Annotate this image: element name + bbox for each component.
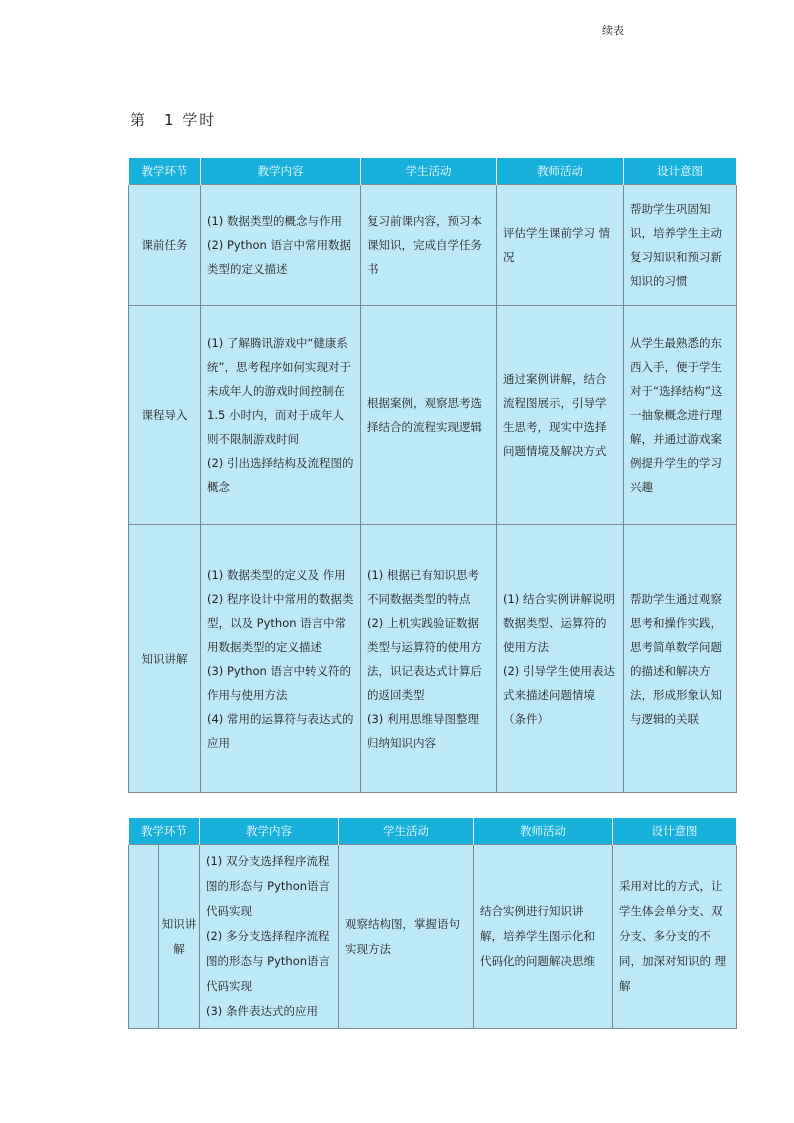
table-row — [129, 185, 737, 306]
teacher-activity-item: 通过案例讲解，结合流程图展示，引导学生思考，现实中选择问题情境及解决方式 — [503, 372, 607, 458]
header-design-intent: 设计意图 — [613, 818, 737, 845]
content-item: (2) 程序设计中常用的数据类型，以及 Python 语言中常用数据类型的定义描述 — [207, 591, 354, 654]
table-row — [129, 306, 737, 525]
content-item: (1) 数据类型的定义及 作用 — [207, 567, 346, 582]
design-intent-cell — [624, 306, 737, 525]
stage-cell: 知识讲解 — [129, 525, 201, 793]
student-activity-cell — [361, 185, 497, 306]
table-row — [129, 845, 737, 1029]
teacher-activity-item: 评估学生课前学习 情况 — [503, 226, 611, 264]
table-row — [129, 525, 737, 793]
stage-cell: 课程导入 — [129, 306, 201, 525]
student-activity-item: 观察结构图，掌握语句实现方法 — [345, 916, 460, 956]
student-activity-cell — [361, 306, 497, 525]
content-item: (1) 了解腾讯游戏中“健康系统”，思考程序如何实现对于未成年人的游戏时间控制在 1.5 小时内，而对于成年人则不限制游戏时间 — [207, 336, 351, 446]
design-intent-item: 帮助学生巩固知 识，培养学生主动复习知识和预习新知识的习惯 — [630, 202, 722, 288]
student-activity-item: (2) 上机实践验证数据类型与运算符的使用方法，识记表达式计算后的返回类型 — [367, 615, 482, 702]
table-header-row — [129, 818, 737, 845]
student-activity-item: (3) 利用思维导图整理归纳知识内容 — [367, 711, 479, 750]
content-item: (3) 条件表达式的应用 — [206, 1004, 318, 1018]
header-content: 教学内容 — [201, 158, 361, 185]
table-header-row — [129, 158, 737, 185]
content-cell — [201, 525, 361, 793]
lesson-title: 第 1 学时 — [130, 111, 217, 129]
content-item: (4) 常用的运算符与表达式的应用 — [207, 711, 354, 750]
design-intent-item: 帮助学生通过观察思考和操作实践，思考简单数学问题的描述和解决方 法，形成形象认知与逻辑的关联 — [630, 591, 722, 726]
teacher-activity-item: (1) 结合实例讲解说明数据类型、运算符的使用方法 — [503, 591, 615, 654]
design-intent-cell — [624, 185, 737, 306]
teacher-activity-cell — [474, 845, 613, 1029]
content-cell — [201, 185, 361, 306]
design-intent-item: 采用对比的方式，让学生体会单分支、双分支、多分支的不同，加深对知识的 理解 — [619, 879, 727, 993]
header-stage: 教学环节 — [129, 158, 201, 185]
content-item: (2) 引出选择结构及流程图的概念 — [207, 456, 354, 494]
content-item: (1) 数据类型的概念与作用 — [207, 214, 342, 228]
teacher-activity-item: 结合实例进行知识讲解，培养学生图示化和代码化的问题解决思维 — [480, 904, 595, 968]
student-activity-item: (1) 根据已有知识思考不同数据类型的特点 — [367, 567, 479, 606]
student-activity-item: 复习前课内容，预习本课知识，完成自学任务书 — [367, 214, 482, 276]
header-student-activity: 学生活动 — [339, 818, 474, 845]
lesson-plan-table — [128, 158, 737, 793]
content-item: (1) 双分支选择程序流程图的形态与 Python语言代码实现 — [206, 854, 331, 918]
header-student-activity: 学生活动 — [361, 158, 497, 185]
student-activity-cell — [361, 525, 497, 793]
teacher-activity-cell — [497, 185, 624, 306]
content-item: (2) Python 语言中常用数据类型的定义描述 — [207, 238, 351, 276]
header-stage: 教学环节 — [129, 818, 200, 845]
stage-cell: 课前任务 — [129, 185, 201, 306]
content-cell — [201, 306, 361, 525]
header-teacher-activity: 教师活动 — [497, 158, 624, 185]
student-activity-item: 根据案例，观察思考选择结合的流程实现逻辑 — [367, 396, 482, 434]
header-teacher-activity: 教师活动 — [474, 818, 613, 845]
design-intent-cell — [613, 845, 737, 1029]
lesson-plan-table-continued — [128, 818, 737, 1029]
content-cell — [200, 845, 339, 1029]
teacher-activity-item: (2) 引导学生使用表达式来描述问题情境（条件） — [503, 663, 615, 726]
blank-cell — [129, 845, 159, 1029]
design-intent-item: 从学生最熟悉的东西入手，便于学生对于“选择结构”这一抽象概念进行理解，并通过游戏案例提升学生的学习兴趣 — [630, 336, 723, 494]
header-content: 教学内容 — [200, 818, 339, 845]
teacher-activity-cell — [497, 525, 624, 793]
teacher-activity-cell — [497, 306, 624, 525]
stage-cell: 知识讲解 — [159, 845, 200, 1029]
continued-label: 续表 — [602, 24, 624, 37]
design-intent-cell — [624, 525, 737, 793]
content-item: (2) 多分支选择程序流程图的形态与 Python语言代码实现 — [206, 929, 331, 993]
header-design-intent: 设计意图 — [624, 158, 737, 185]
student-activity-cell — [339, 845, 474, 1029]
content-item: (3) Python 语言中转义符的作用与使用方法 — [207, 663, 351, 702]
